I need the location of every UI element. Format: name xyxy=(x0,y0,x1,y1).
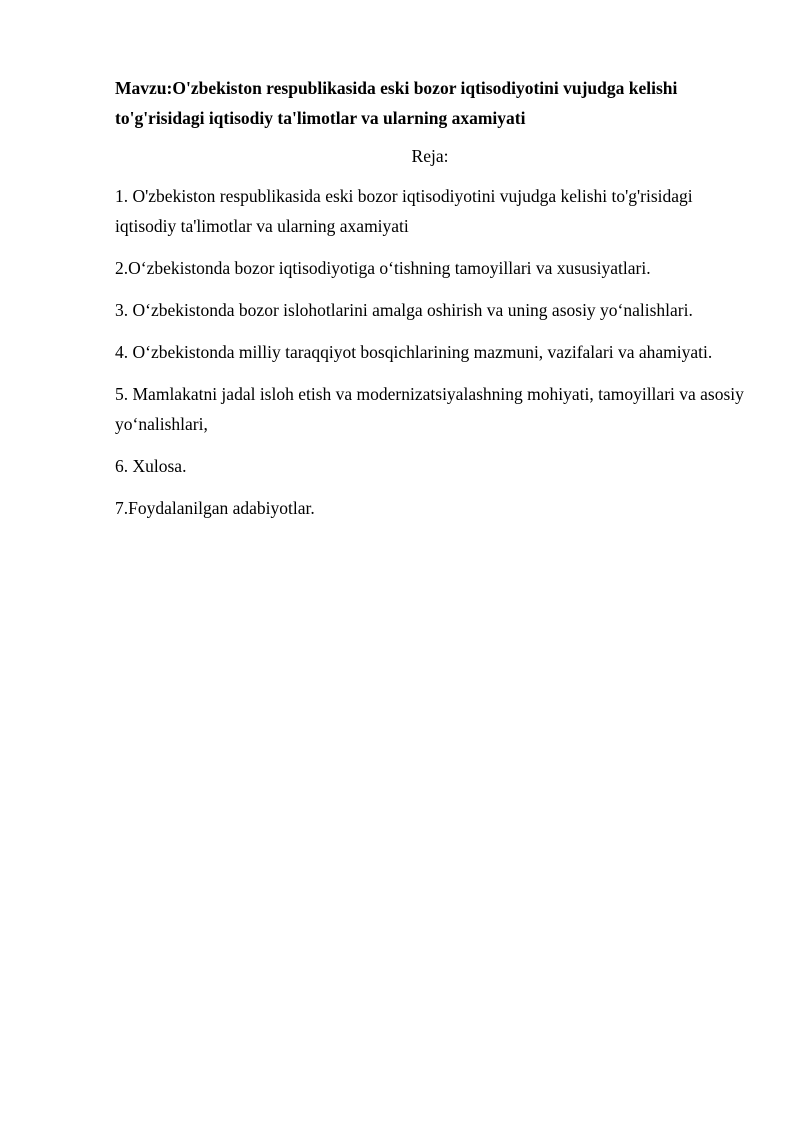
document-title: Mavzu:O'zbekiston respublikasida eski bozor iqtisodiyotini vujudga kelishi to'g'risidagi iqtisodiy ta'limotlar va ularning axamiyati xyxy=(115,78,678,128)
plan-item-4: 4. O‘zbekistonda milliy taraqqiyot bosqichlarining mazmuni, vazifalari va ahamiyati. xyxy=(115,342,713,362)
plan-heading: Reja: xyxy=(411,146,449,166)
plan-item-7: 7.Foydalanilgan adabiyotlar. xyxy=(115,498,315,518)
plan-item-2: 2.O‘zbekistonda bozor iqtisodiyotiga o‘tishning tamoyillari va xususiyatlari. xyxy=(115,258,651,278)
plan-item-5: 5. Mamlakatni jadal isloh etish va modernizatsiyalashning mohiyati, tamoyillari va asosiy yo‘nalishlari, xyxy=(115,384,744,434)
plan-item-6: 6. Xulosa. xyxy=(115,456,187,476)
plan-item-1: 1. O'zbekiston respublikasida eski bozor iqtisodiyotini vujudga kelishi to'g'risidagi iqtisodiy ta'limotlar va ularning axamiyati xyxy=(115,186,693,236)
plan-list xyxy=(115,181,745,523)
document-content xyxy=(115,73,745,535)
plan-item-3: 3. O‘zbekistonda bozor islohotlarini amalga oshirish va uning asosiy yo‘nalishlari. xyxy=(115,300,693,320)
